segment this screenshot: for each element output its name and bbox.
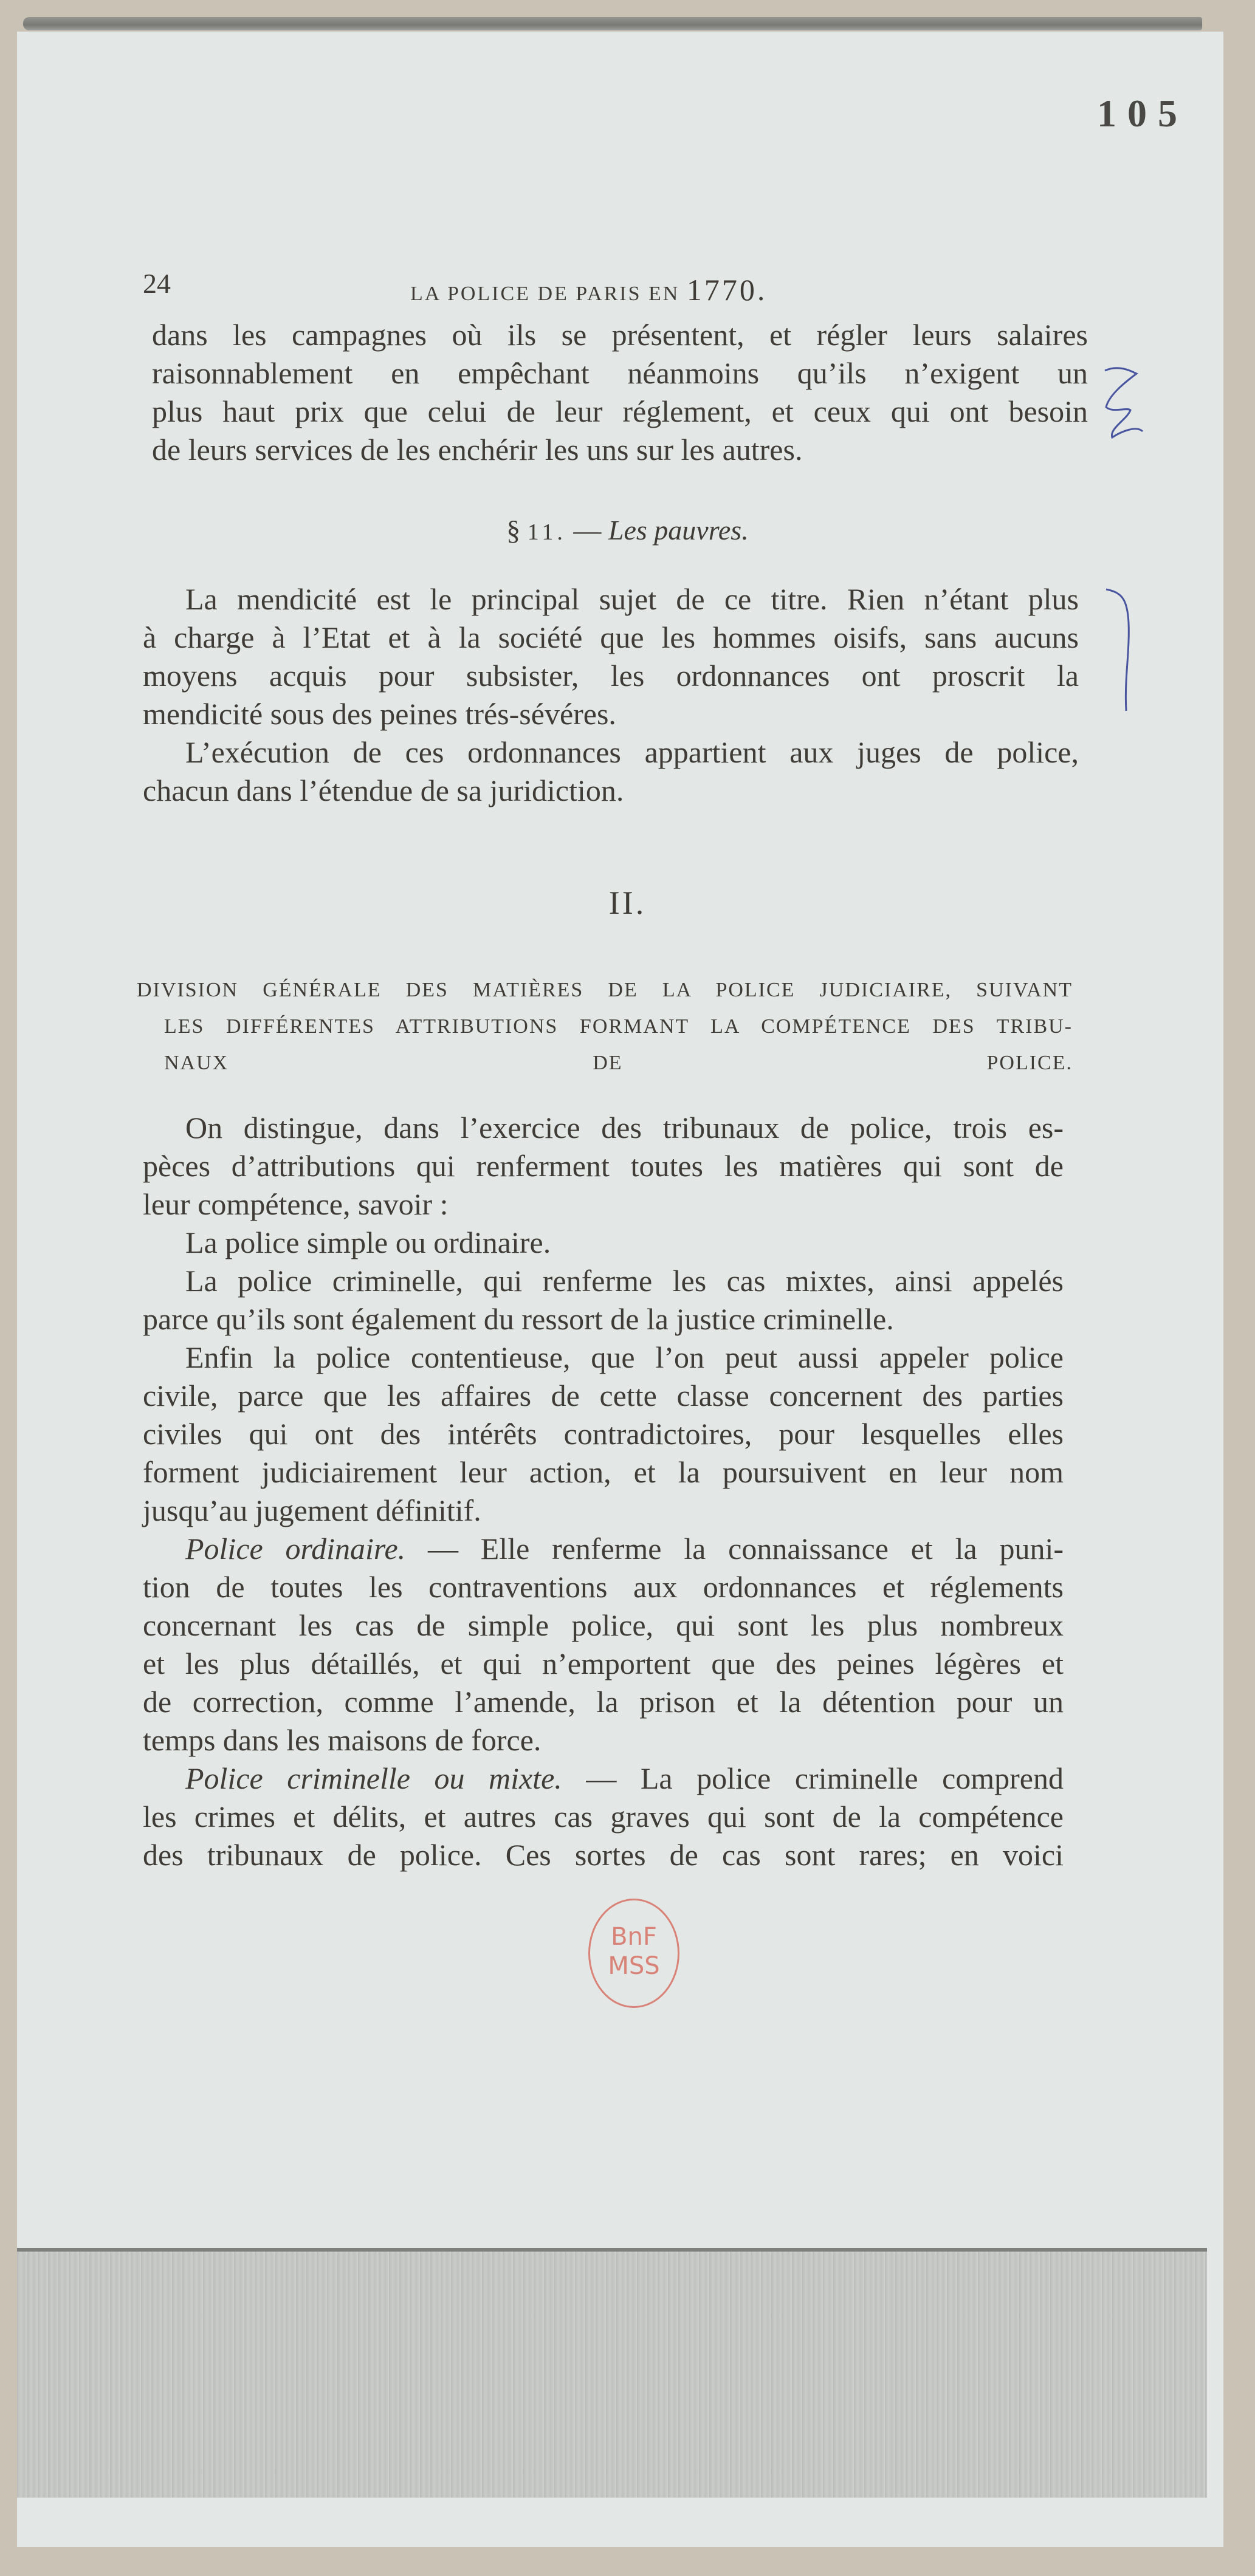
paragraph-4 xyxy=(143,1109,1064,1874)
italic-lead: Police criminelle ou mixte. xyxy=(185,1761,562,1795)
section-dash: — xyxy=(573,515,602,546)
text-run: — Elle renferme la connaissance et la puni- xyxy=(405,1532,1064,1566)
section-title: Les pauvres. xyxy=(608,515,749,546)
text-line: L’exécution de ces ordonnances appartient aux juges de police, xyxy=(185,735,1079,769)
paragraph-2 xyxy=(143,580,1079,810)
chapter-roman-numeral: II. xyxy=(608,885,647,921)
text-line: civile, parce que les affaires de cette classe concernent des parties xyxy=(143,1379,1064,1413)
running-title xyxy=(410,272,767,307)
section-heading xyxy=(0,514,1255,546)
text-line xyxy=(143,1759,1064,1798)
division-heading xyxy=(137,972,1073,1081)
text-line: pèces d’attributions qui renferment toutes les matières qui sont de xyxy=(143,1149,1064,1183)
handwritten-zigzag-mark xyxy=(1094,365,1149,450)
paragraph-1 xyxy=(152,316,1088,469)
section-number: 11. xyxy=(527,519,566,545)
text-line: parce qu’ils sont également du ressort de la justice criminelle. xyxy=(143,1302,894,1336)
text-line: des tribunaux de police. Ces sortes de cas sont rares; en voici xyxy=(143,1838,1064,1872)
heading-line: DIVISION GÉNÉRALE DES MATIÈRES DE LA POLICE JUDICIAIRE, SUIVANT xyxy=(137,979,1073,1001)
text-line: à charge à l’Etat et à la société que les hommes oisifs, sans aucuns xyxy=(143,620,1079,654)
text-line: La mendicité est le principal sujet de ce titre. Rien n’étant plus xyxy=(185,582,1079,616)
bnf-library-stamp xyxy=(588,1899,679,2008)
heading-line: NAUX DE POLICE. xyxy=(164,1052,1073,1074)
running-head xyxy=(143,267,1091,307)
text-line: mendicité sous des peines trés-sévéres. xyxy=(143,697,616,731)
stamp-line-2: MSS xyxy=(608,1952,660,1980)
handwritten-bracket-mark xyxy=(1103,586,1140,720)
text-line: On distingue, dans l’exercice des tribunaux de police, trois es- xyxy=(185,1111,1064,1145)
running-title-text: LA POLICE DE PARIS EN xyxy=(410,283,680,305)
folio-number: 105 xyxy=(1097,92,1188,135)
page-number: 24 xyxy=(143,268,171,299)
heading-line: LES DIFFÉRENTES ATTRIBUTIONS FORMANT LA COMPÉTENCE DES TRIBU- xyxy=(164,1015,1073,1038)
text-line: forment judiciairement leur action, et la poursuivent en leur nom xyxy=(143,1455,1064,1489)
text-line: de leurs services de les enchérir les uns sur les autres. xyxy=(152,433,803,467)
text-line: raisonnablement en empêchant néanmoins qu’ils n’exigent un xyxy=(152,356,1088,390)
stamp-line-1: BnF xyxy=(611,1923,657,1951)
text-line: les crimes et délits, et autres cas graves qui sont de la compétence xyxy=(143,1800,1064,1834)
text-line: La police criminelle, qui renferme les cas mixtes, ainsi appelés xyxy=(185,1264,1064,1298)
text-line: Enfin la police contentieuse, que l’on peut aussi appeler police xyxy=(185,1340,1064,1374)
text-line: tion de toutes les contraventions aux ordonnances et réglements xyxy=(143,1570,1064,1604)
text-line xyxy=(143,1530,1064,1568)
text-run: — La police criminelle comprend xyxy=(562,1761,1064,1795)
text-line: et les plus détaillés, et qui n’emportent que des peines légères et xyxy=(143,1646,1064,1680)
scan-edge-shadow-top xyxy=(23,17,1202,30)
text-line: moyens acquis pour subsister, les ordonnances ont proscrit la xyxy=(143,659,1079,693)
text-line: chacun dans l’étendue de sa juridiction. xyxy=(143,773,624,807)
running-title-year: 1770. xyxy=(686,273,768,307)
text-line: La police simple ou ordinaire. xyxy=(185,1225,551,1259)
italic-lead: Police ordinaire. xyxy=(185,1532,406,1566)
scan-shadow-block-bottom xyxy=(17,2248,1207,2498)
text-line: civiles qui ont des intérêts contradictoires, pour lesquelles elles xyxy=(143,1417,1064,1451)
text-line: dans les campagnes où ils se présentent, et régler leurs salaires xyxy=(152,318,1088,352)
section-mark: § xyxy=(506,515,521,546)
text-line: temps dans les maisons de force. xyxy=(143,1723,542,1757)
text-line: leur compétence, savoir : xyxy=(143,1187,449,1221)
text-line: concernant les cas de simple police, qui sont les plus nombreux xyxy=(143,1608,1064,1642)
text-line: de correction, comme l’amende, la prison et la détention pour un xyxy=(143,1685,1064,1719)
text-line: plus haut prix que celui de leur réglement, et ceux qui ont besoin xyxy=(152,394,1088,428)
text-line: jusqu’au jugement définitif. xyxy=(143,1493,481,1527)
